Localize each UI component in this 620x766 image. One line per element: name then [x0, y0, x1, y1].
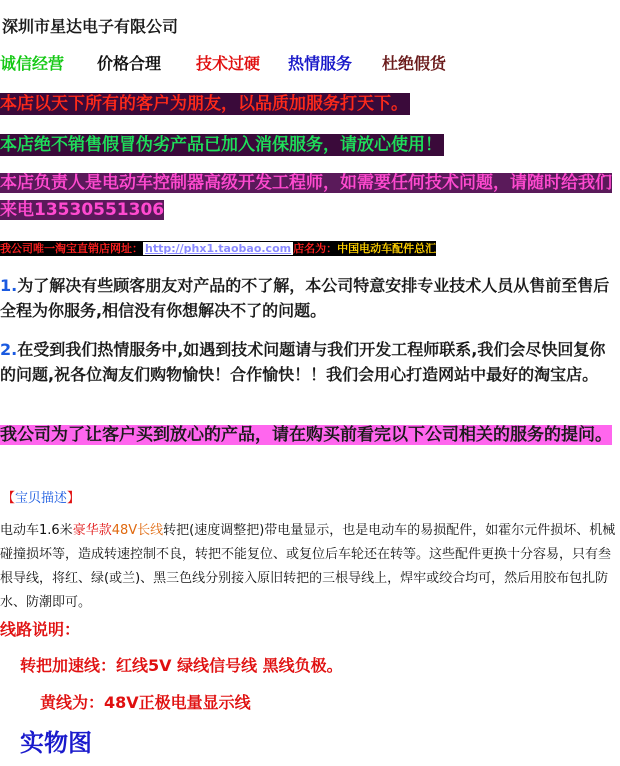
banner-engineer-text: 本店负责人是电动车控制器高级开发工程师，如需要任何技术问题，请随时给我们来电13530551306 [0, 173, 612, 220]
banner-customers [0, 91, 410, 117]
banner-customers-text: 本店以天下所有的客户为朋友，以品质加服务打天下。 [0, 94, 408, 114]
desc-text: 电动车1.6米 [0, 523, 73, 538]
slogan-price: 价格合理 [97, 54, 162, 73]
shop-url-link[interactable]: http://phx1.taobao.com [145, 242, 292, 255]
desc-text: 转把(速度调整把)带电量显示，也是电动车的易损配件，如霍尔元件损坏、机械碰撞损坏等，造成转速控制不良，转把不能复位、或复位后车轮还在转等。这些配件更换十分容易，只有叁根导线，将红、绿(或兰)、黑三色线分别接入原旧转把的三根导线上，焊牢或绞合均可，然后用胶布包扎防水、防潮即可。 [0, 523, 616, 610]
heading-text: 宝贝描述 [15, 491, 68, 506]
item-description-heading [2, 487, 80, 506]
wiring-line-1: 转把加速线：红线5V 绿线信号线 黑线负极。 [20, 656, 343, 675]
wiring-line-2: 黄线为：48V正极电量显示线 [40, 693, 251, 712]
slogan-integrity: 诚信经营 [0, 54, 65, 73]
paragraph-text: 为了解决有些顾客朋友对产品的不了解，本公司特意安排专业技术人员从售前至售后全程为你服务,相信没有你想解决不了的问题。 [0, 276, 610, 320]
bracket-open: 【 [2, 491, 16, 506]
photo-heading: 实物图 [20, 729, 92, 757]
desc-highlight-luxury: 豪华款 [72, 523, 112, 538]
shop-link-prefix: 我公司唯一淘宝直销店网址： [0, 242, 143, 255]
shop-link-bar [0, 241, 436, 256]
bracket-close: 】 [67, 491, 81, 506]
company-name: 深圳市星达电子有限公司 [2, 17, 179, 36]
banner-genuine-text: 本店绝不销售假冒伪劣产品已加入消保服务，请放心使用！ [0, 135, 442, 155]
slogan-service: 热情服务 [288, 54, 353, 73]
service-paragraph-1 [0, 273, 616, 323]
paragraph-text: 在受到我们热情服务中,如遇到技术问题请与我们开发工程师联系,我们会尽快回复你的问题,祝各位淘友们购物愉快！合作愉快！！我们会用心打造网站中最好的淘宝店。 [0, 340, 606, 384]
wiring-title: 线路说明： [0, 620, 81, 639]
shop-name: 中国电动车配件总汇 [337, 242, 437, 255]
purchase-notice [0, 422, 616, 448]
paragraph-number: 2. [0, 340, 18, 359]
slogan-row [0, 51, 446, 73]
banner-engineer [0, 170, 614, 224]
desc-highlight-voltage: 48V长线 [111, 523, 164, 538]
slogan-no-fakes: 杜绝假货 [382, 54, 447, 73]
shop-name-label: 店名为： [293, 242, 338, 255]
banner-genuine [0, 132, 444, 158]
paragraph-number: 1. [0, 276, 18, 295]
item-description [0, 519, 618, 615]
purchase-notice-text: 我公司为了让客户买到放心的产品，请在购买前看完以下公司相关的服务的提问。 [0, 425, 612, 445]
slogan-technology: 技术过硬 [196, 54, 261, 73]
service-paragraph-2 [0, 337, 616, 387]
